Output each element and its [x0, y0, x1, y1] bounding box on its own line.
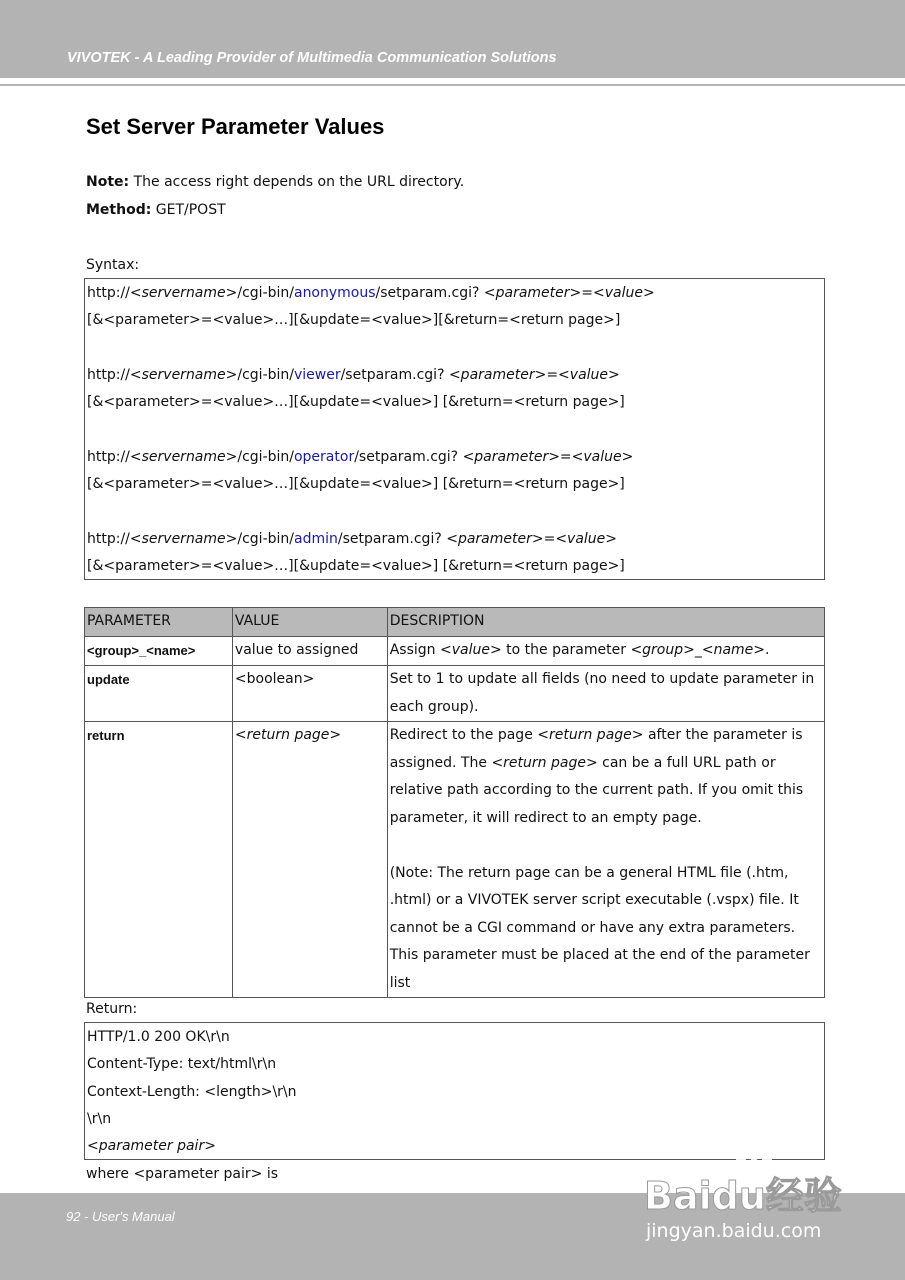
param-name: <group>_<name> — [87, 642, 196, 658]
param-value: value to assigned — [232, 636, 387, 666]
table-header-row — [85, 608, 825, 637]
note-line — [86, 174, 464, 190]
syntax-options-line: [&<parameter>=<value>…][&update=<value>] [&return=<return page>] — [87, 394, 625, 410]
param-description: Redirect to the page <return page> after the parameter is assigned. The <return page> can be a full URL path or relative path according to the current path. If you omit this parameter, it will redirect to an empty page. (Note: The return page can be a general HTML file (.htm, .html) or a VIVOTEK server script executable (.vspx) file. It cannot be a CGI command or have any extra parameters. This parameter must be placed at the end of the parameter list — [387, 722, 824, 998]
page-header — [0, 0, 905, 78]
page-title: Set Server Parameter Values — [86, 114, 385, 139]
return-line: Context-Length: <length>\r\n — [87, 1084, 297, 1100]
baidu-watermark-logo — [640, 1145, 855, 1245]
return-note: (Note: The return page can be a general HTML file (.htm, .html) or a VIVOTEK server script executable (.vspx) file. It cannot be a CGI command or have any extra parameters. This parameter must be placed at the end of the parameter list — [389, 864, 810, 991]
method-line — [86, 202, 226, 218]
note-text: The access right depends on the URL directory. — [129, 174, 465, 190]
directory-link[interactable]: admin — [293, 531, 338, 547]
syntax-options-line: [&<parameter>=<value>…][&update=<value>] [&return=<return page>] — [87, 476, 625, 492]
return-line: HTTP/1.0 200 OK\r\n — [87, 1029, 230, 1045]
header-tagline: VIVOTEK - A Leading Provider of Multimedia Communication Solutions — [67, 50, 557, 66]
footer-text: 92 - User's Manual — [66, 1209, 175, 1224]
watermark-brand: Baidu经验 — [644, 1174, 842, 1218]
syntax-url-line: http://<servername>/cgi-bin/operator/setparam.cgi? <parameter>=<value> — [87, 449, 634, 465]
table-row — [85, 666, 825, 722]
param-name: return — [87, 728, 125, 743]
param-description: Set to 1 to update all fields (no need to update parameter in each group). — [387, 666, 824, 722]
syntax-url-line: http://<servername>/cgi-bin/admin/setparam.cgi? <parameter>=<value> — [87, 531, 618, 547]
table-row — [85, 722, 825, 998]
return-line: Content-Type: text/html\r\n — [87, 1056, 277, 1072]
param-value: <return page> — [232, 722, 387, 998]
syntax-options-line: [&<parameter>=<value>…][&update=<value>][&return=<return page>] — [87, 312, 621, 328]
return-label: Return: — [86, 1001, 138, 1017]
header-divider — [0, 78, 905, 86]
param-description: Assign <value> to the parameter <group>_<name>. — [387, 636, 824, 666]
column-header: VALUE — [232, 608, 387, 637]
return-line: \r\n — [87, 1111, 112, 1127]
directory-link[interactable]: viewer — [293, 367, 341, 383]
parameter-table — [84, 607, 825, 998]
syntax-label: Syntax: — [86, 257, 140, 273]
return-line: <parameter pair> — [87, 1138, 216, 1154]
directory-link[interactable]: operator — [293, 449, 355, 465]
syntax-box — [84, 278, 825, 580]
return-box — [84, 1022, 825, 1160]
param-value: <boolean> — [232, 666, 387, 722]
syntax-url-line: http://<servername>/cgi-bin/anonymous/setparam.cgi? <parameter>=<value> — [87, 285, 655, 301]
column-header: DESCRIPTION — [387, 608, 824, 637]
method-text: GET/POST — [151, 202, 226, 218]
syntax-url-line: http://<servername>/cgi-bin/viewer/setparam.cgi? <parameter>=<value> — [87, 367, 620, 383]
param-name: update — [87, 672, 130, 687]
note-label: Note: — [86, 174, 130, 190]
table-row — [85, 636, 825, 666]
directory-link[interactable]: anonymous — [293, 285, 376, 301]
watermark-url: jingyan.baidu.com — [646, 1220, 822, 1242]
column-header: PARAMETER — [85, 608, 233, 637]
where-text: where <parameter pair> is — [86, 1166, 279, 1182]
method-label: Method: — [86, 202, 152, 218]
syntax-options-line: [&<parameter>=<value>…][&update=<value>] [&return=<return page>] — [87, 558, 625, 574]
